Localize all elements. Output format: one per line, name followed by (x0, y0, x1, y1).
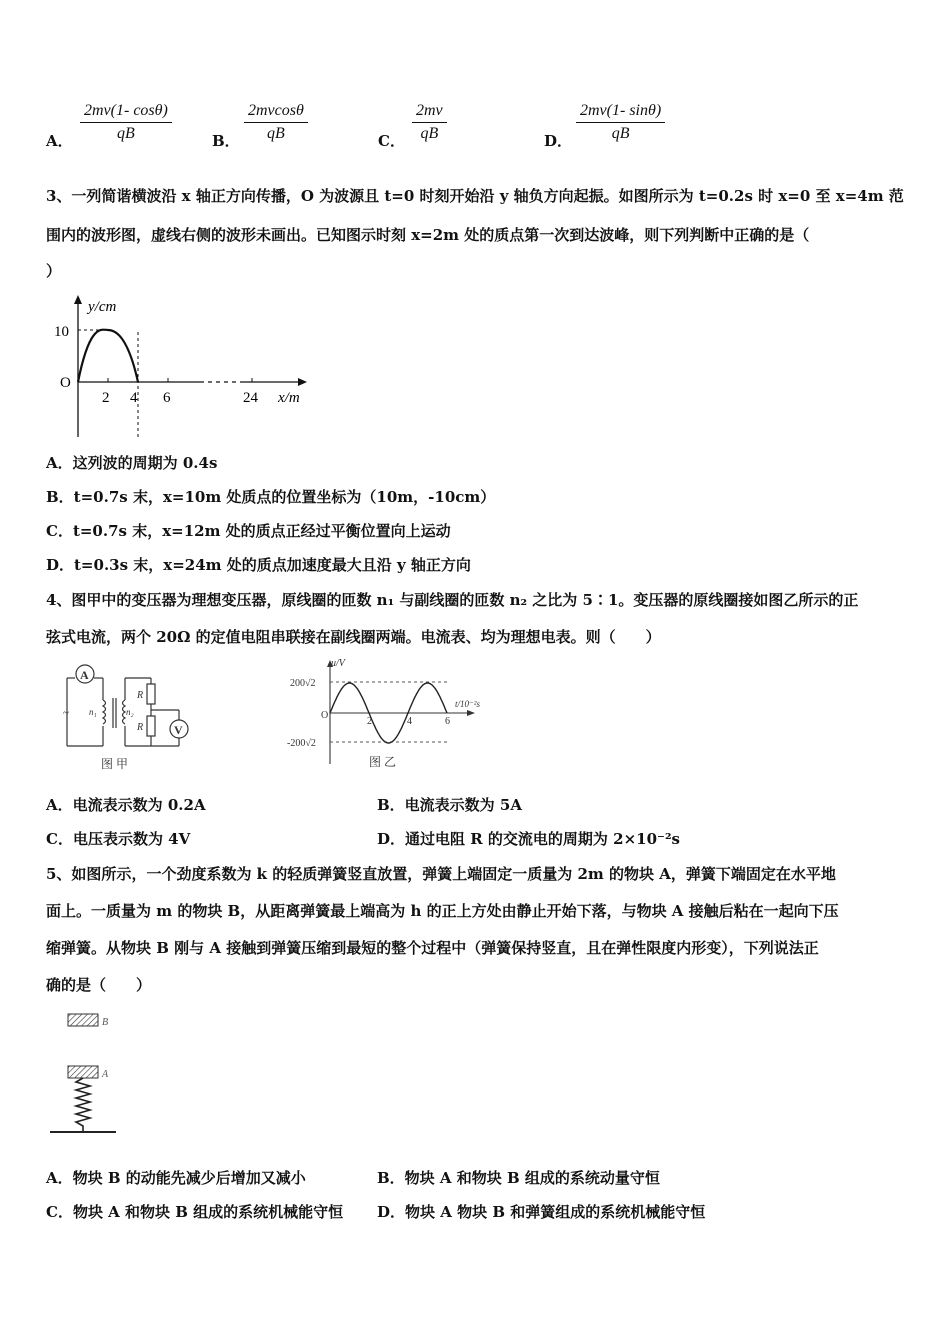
q2-option-d-denominator: qB (611, 125, 630, 142)
x-axis-label: x/m (278, 390, 300, 406)
ammeter-label: A (80, 668, 89, 682)
t-tick-6: 6 (445, 716, 450, 727)
q3-option-d: D．t=0.3s 末，x=24m 处的质点加速度最大且沿 y 轴正方向 (46, 556, 471, 574)
r-bottom-label: R (137, 722, 144, 733)
resistor-bottom (147, 716, 155, 736)
q4-option-a: A．电流表示数为 0.2A (46, 796, 206, 814)
q4-option-b: B．电流表示数为 5A (377, 796, 522, 814)
q2-option-a-label: A． (46, 132, 73, 150)
n1-label: n₁ (89, 707, 97, 717)
q2-option-c-denominator: qB (420, 125, 439, 142)
block-b (68, 1014, 98, 1026)
origin-label: O (60, 375, 71, 391)
figure-jia-caption: 图 甲 (101, 757, 129, 771)
q2-option-d-label: D． (544, 132, 573, 150)
y-axis-label: y/cm (88, 299, 117, 315)
q5-option-d: D．物块 A 物块 B 和弹簧组成的系统机械能守恒 (377, 1203, 706, 1221)
primary-coil (103, 700, 106, 724)
y-tick-label: 10 (54, 324, 69, 340)
q3-wave-graph (50, 292, 320, 442)
q4-option-d: D．通过电阻 R 的交流电的周期为 2×10⁻²s (377, 830, 680, 848)
resistor-top (147, 684, 155, 704)
voltmeter-label: V (174, 723, 183, 737)
block-a (68, 1066, 98, 1078)
origin-label-yi: O (321, 710, 329, 721)
r-top-label: R (137, 690, 144, 701)
x-tick-label-6: 6 (163, 390, 171, 406)
q2-option-b-label: B． (212, 132, 240, 150)
q3-stem-line-2: 围内的波形图，虚线右侧的波形未画出。已知图示时刻 x=2m 处的质点第一次到达波峰，则下列判断中正确的是（ (46, 226, 810, 244)
q2-option-c-label: C． (378, 132, 405, 150)
q3-option-a: A．这列波的周期为 0.4s (46, 454, 218, 472)
t-axis-label: t/10⁻²s (455, 699, 480, 709)
q3-stem-line-3: ） (46, 262, 62, 280)
u-axis-label: u/V (331, 658, 345, 669)
wave-curve (78, 330, 138, 382)
t-tick-4: 4 (407, 716, 412, 727)
q4-stem-line-2: 弦式电流，两个 20Ω 的定值电阻串联接在副线圈两端。电流表、均为理想电表。则（ ） (46, 628, 661, 646)
q5-stem-line-4: 确的是（ ） (46, 976, 152, 994)
y-axis-arrow (74, 295, 82, 304)
q2-option-a-fraction (80, 102, 172, 143)
q2-option-a-numerator: 2mv(1- cosθ) (80, 102, 172, 123)
q4-stem-line-1: 4、图甲中的变压器为理想变压器，原线圈的匝数 n₁ 与副线圈的匝数 n₂ 之比为 5∶1。变压器的原线圈接如图乙所示的正 (46, 591, 859, 609)
q5-stem-line-2: 面上。一质量为 m 的物块 B，从距离弹簧最上端高为 h 的正上方处由静止开始下落，与物块 A 接触后粘在一起向下压 (46, 902, 839, 920)
q5-spring-figure (48, 1008, 128, 1138)
q5-stem-line-3: 缩弹簧。从物块 B 刚与 A 接触到弹簧压缩到最短的整个过程中（弹簧保持竖直，且在弹性限度内形变），下列说法正 (46, 939, 819, 957)
t-axis-arrow (467, 710, 475, 716)
block-a-label: A (102, 1069, 109, 1080)
q2-option-c-numerator: 2mv (412, 102, 447, 123)
x-axis-arrow (298, 378, 307, 386)
ac-source-icon: ~ (63, 707, 69, 719)
q3-option-c: C．t=0.7s 末，x=12m 处的质点正经过平衡位置向上运动 (46, 522, 451, 540)
q2-option-d-numerator: 2mv(1- sinθ) (576, 102, 665, 123)
secondary-coil (123, 700, 126, 724)
n2-label: n₂ (126, 707, 134, 717)
q2-option-b-denominator: qB (267, 125, 285, 142)
x-tick-label-2: 2 (102, 390, 110, 406)
x-tick-label-4: 4 (130, 390, 138, 406)
spring (76, 1078, 90, 1132)
q2-option-b-numerator: 2mvcosθ (244, 102, 308, 123)
q3-option-b: B．t=0.7s 末，x=10m 处质点的位置坐标为（10m，-10cm） (46, 488, 496, 506)
y-top-label: 200√2 (290, 678, 316, 689)
figure-yi-caption: 图 乙 (369, 755, 397, 769)
q5-option-a: A．物块 B 的动能先减少后增加又减小 (46, 1169, 306, 1187)
block-b-label: B (102, 1017, 109, 1028)
x-tick-label-24: 24 (243, 390, 258, 406)
q2-option-b-fraction (244, 102, 308, 143)
t-tick-2: 2 (367, 716, 372, 727)
q2-option-d-fraction (576, 102, 665, 143)
y-bottom-label: -200√2 (287, 738, 316, 749)
q5-stem-line-1: 5、如图所示，一个劲度系数为 k 的轻质弹簧竖直放置，弹簧上端固定一质量为 2m 的物块 A，弹簧下端固定在水平地 (46, 865, 836, 883)
q5-option-b: B．物块 A 和物块 B 组成的系统动量守恒 (377, 1169, 660, 1187)
q4-figure-yi-sine-graph (285, 656, 505, 774)
q4-figure-jia-circuit (55, 660, 205, 775)
q4-option-c: C．电压表示数为 4V (46, 830, 191, 848)
q3-stem-line-1: 3、一列简谐横波沿 x 轴正方向传播，O 为波源且 t=0 时刻开始沿 y 轴负方向起振。如图所示为 t=0.2s 时 x=0 至 x=4m 范 (46, 187, 904, 205)
q5-option-c: C．物块 A 和物块 B 组成的系统机械能守恒 (46, 1203, 344, 1221)
q2-option-c-fraction (412, 102, 447, 143)
q2-option-a-denominator: qB (117, 125, 135, 142)
